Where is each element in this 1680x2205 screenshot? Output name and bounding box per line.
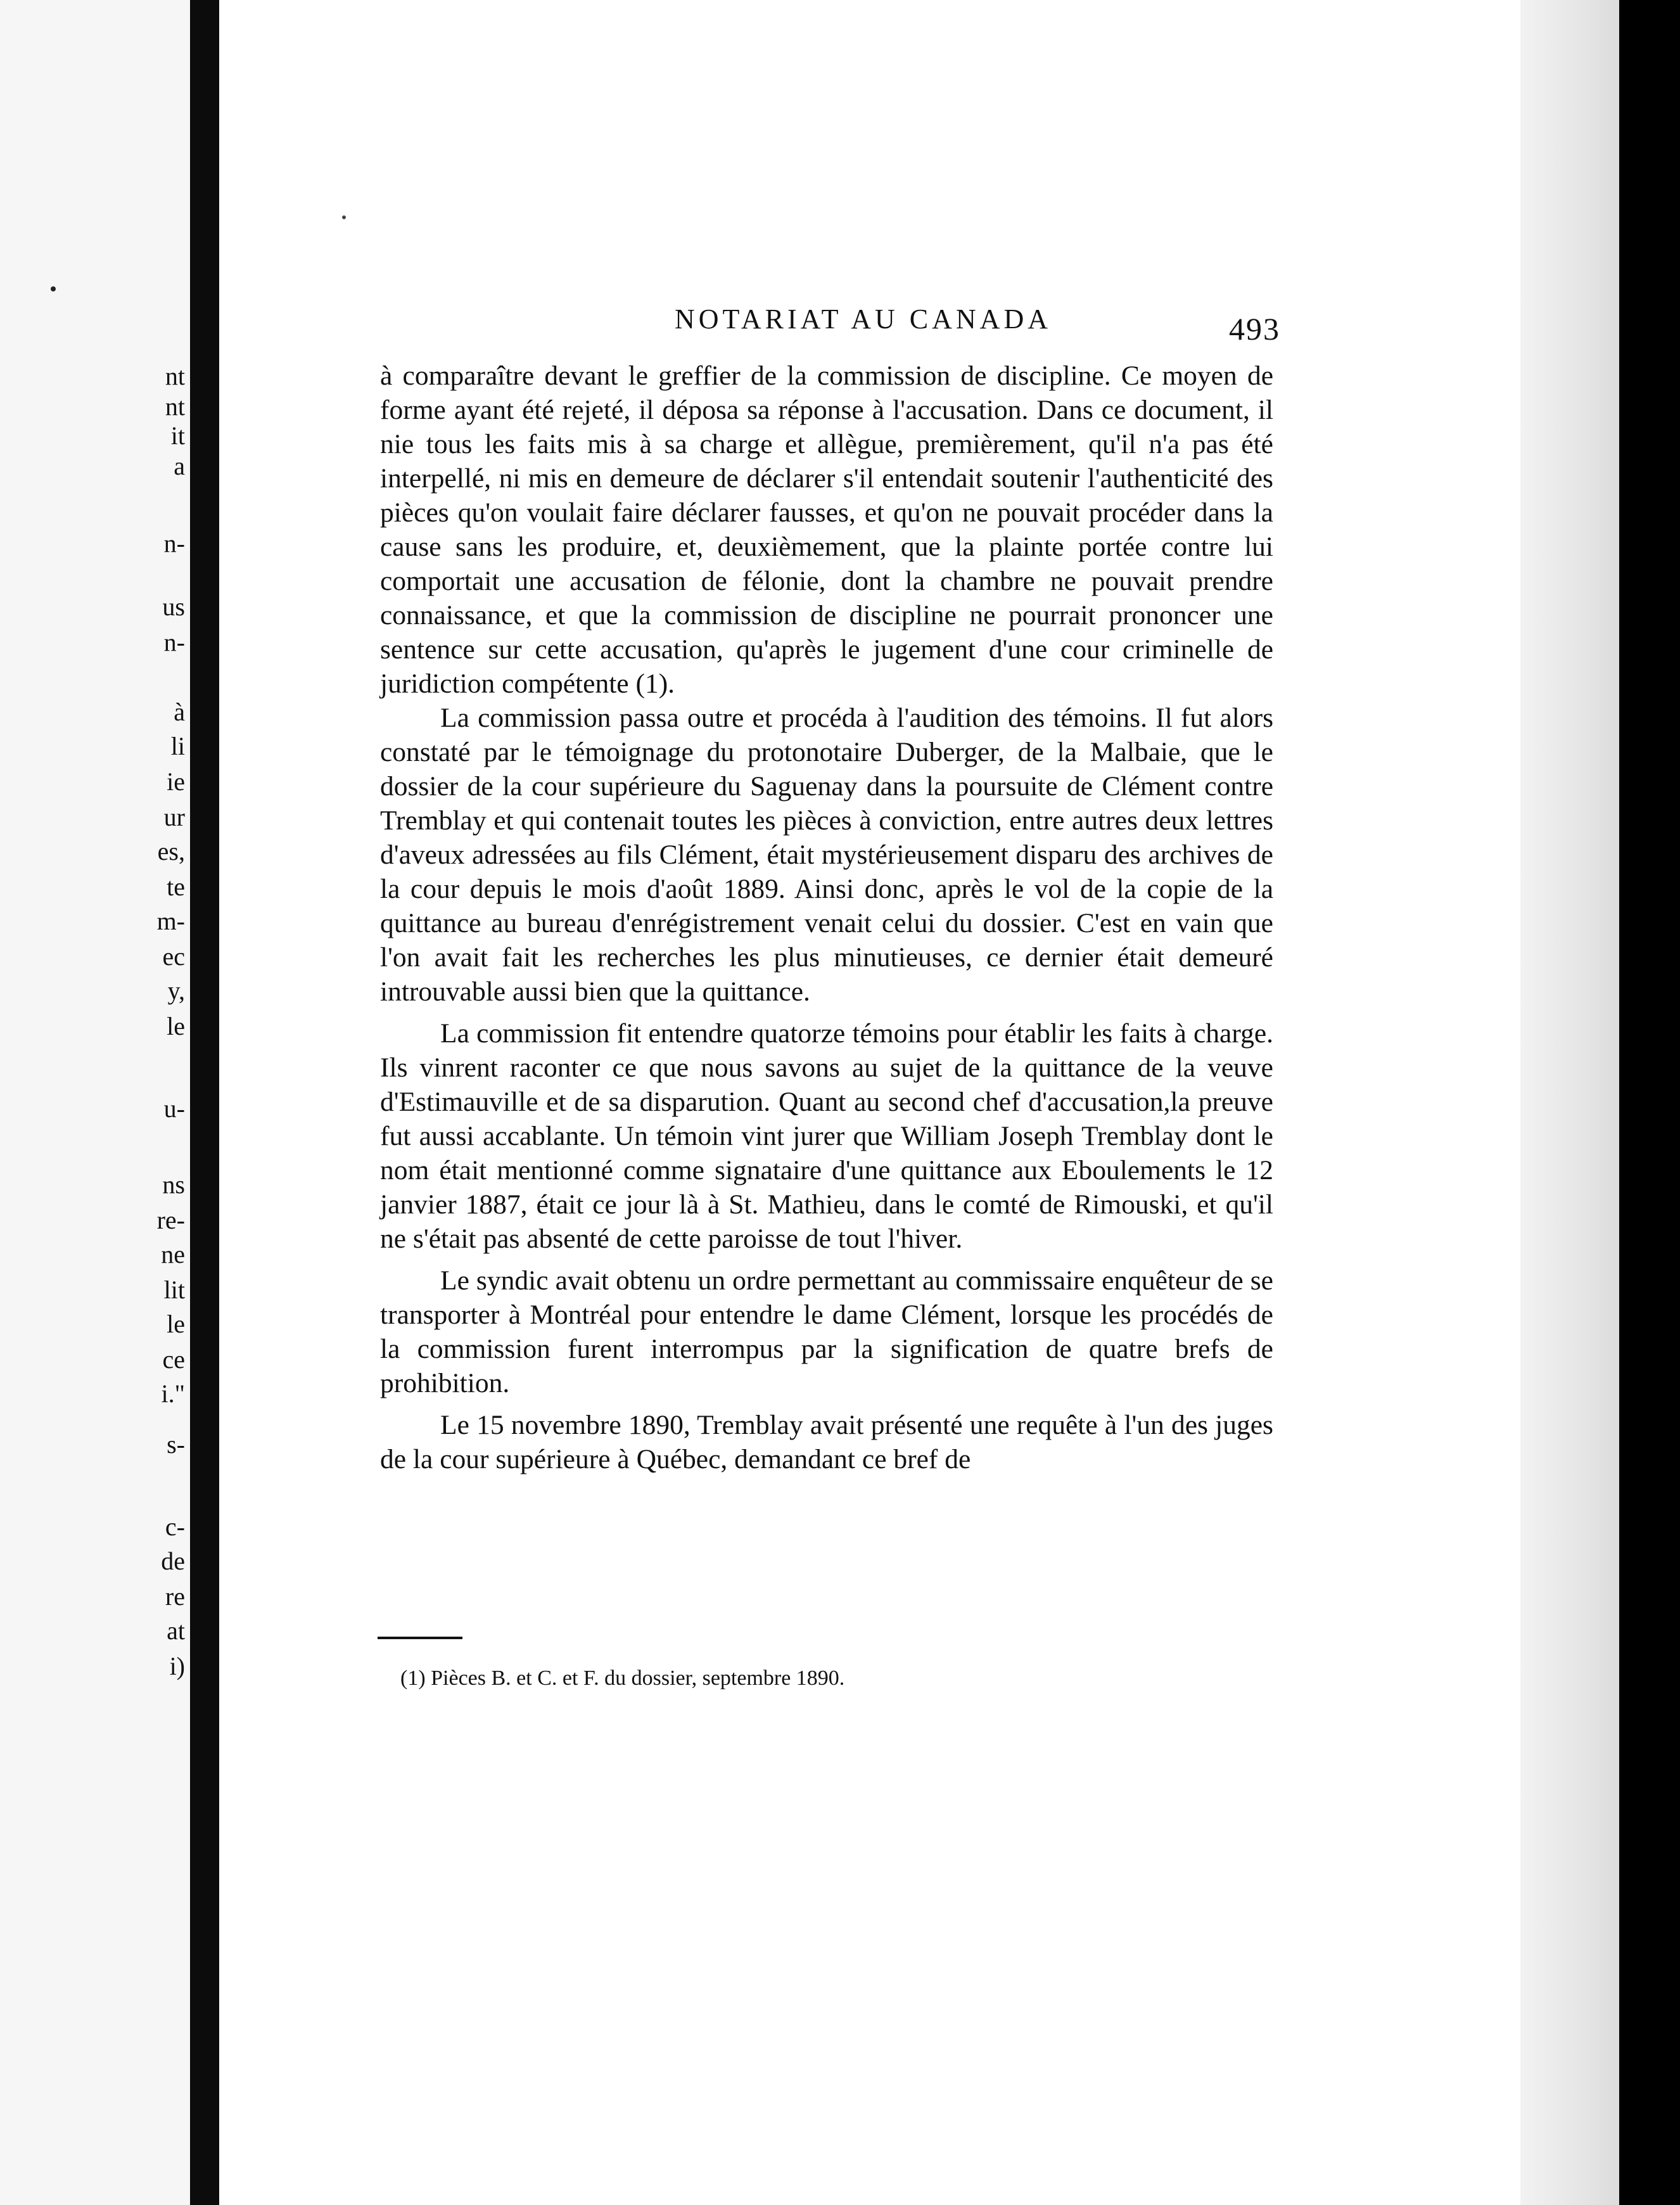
left-fragment: y,: [167, 976, 185, 1005]
footnote: (1) Pièces B. et C. et F. du dossier, septembre 1890.: [400, 1666, 845, 1690]
book-gutter: [190, 0, 219, 2205]
left-fragment: it: [170, 421, 185, 450]
page-edge: [1520, 0, 1619, 2205]
left-fragment: n-: [163, 529, 185, 558]
left-fragment: u-: [163, 1094, 185, 1123]
left-fragment: i.": [161, 1379, 185, 1408]
page-number: 493: [1229, 311, 1280, 347]
paragraph: Le 15 novembre 1890, Tremblay avait présenté une requête à l'un des juges de la cour supérieure à Québec, demandant ce bref de: [380, 1410, 1273, 1474]
left-fragment: nt: [165, 362, 185, 390]
ink-spot: [342, 215, 346, 219]
left-fragment: ur: [163, 803, 185, 831]
left-fragment: m-: [156, 907, 185, 935]
left-fragment: te: [167, 872, 185, 901]
footnote-rule: [378, 1637, 462, 1639]
left-fragment: lit: [163, 1275, 185, 1304]
left-fragment: a: [174, 452, 185, 480]
left-fragment: c-: [165, 1512, 185, 1541]
left-fragment: us: [162, 592, 185, 621]
left-page-text-fragments: [0, 0, 190, 2205]
left-fragment: re-: [156, 1206, 185, 1234]
left-fragment: s-: [167, 1430, 185, 1459]
left-fragment: ns: [162, 1170, 185, 1199]
body-text: [380, 359, 1273, 1476]
left-fragment: i): [169, 1652, 185, 1680]
left-fragment: ne: [161, 1240, 185, 1269]
left-fragment: ec: [162, 942, 185, 971]
paragraph: La commission passa outre et procéda à l'audition des témoins. Il fut alors constaté par le témoignage du protonotaire Duberger, de la Malbaie, que le dossier de la cour supérieure du Saguenay dans la poursuite de Clément contre Tremblay et qui contenait toutes les pièces à conviction, entre autres deux lettres d'aveux adressées au fils Clément, était mystérieusement disparu des archives de la cour depuis le mois d'août 1889. Ainsi donc, après le vol de la copie de la quittance au bureau d'enrégistrement venait celui du dossier. C'est en vain que l'on avait fait les recherches les plus minutieuses, ce dernier était demeuré introuvable aussi bien que la quittance.: [380, 703, 1273, 1007]
scan-border: [1619, 0, 1680, 2205]
left-fragment: at: [167, 1616, 185, 1645]
left-fragment: li: [170, 732, 185, 760]
left-fragment: nt: [165, 392, 185, 421]
left-fragment: le: [167, 1310, 185, 1338]
paragraph: à comparaître devant le greffier de la commission de discipline. Ce moyen de forme ayant été rejeté, il déposa sa réponse à l'accusation. Dans ce document, il nie tous les faits mis à sa charge et allègue, premièrement, qu'il n'a pas été interpellé, ni mis en demeure de déclarer s'il entendait soutenir l'authenticité des pièces qu'on voulait faire déclarer fausses, et qu'on ne pouvait procéder dans la cause sans les produire, et, deuxièmement, que la plainte portée contre lui comportait une accusation de félonie, dont la chambre ne pouvait prendre connaissance, et que la commission de discipline ne pourrait prononcer une sentence sur cette accusation, qu'après le jugement d'une cour criminelle de juridiction compétente (1).: [380, 361, 1273, 699]
left-fragment: à: [174, 698, 185, 726]
left-fragment: re: [165, 1582, 185, 1611]
paragraph: Le syndic avait obtenu un ordre permettant au commissaire enquêteur de se transporter à Montréal pour entendre le dame Clément, lorsque les procédés de la commission furent interrompus par la signification de quatre brefs de prohibition.: [380, 1265, 1273, 1398]
left-fragment: de: [161, 1547, 185, 1575]
left-fragment: n-: [163, 628, 185, 656]
left-fragment: ce: [162, 1345, 185, 1374]
left-fragment: ie: [167, 767, 185, 796]
left-fragment: le: [167, 1012, 185, 1040]
running-head: NOTARIAT AU CANADA: [675, 304, 1052, 335]
paragraph: La commission fit entendre quatorze témoins pour établir les faits à charge. Ils vinrent raconter ce que nous savons au sujet de la quittance de la veuve d'Estimauville et de sa disparution. Quant au second chef d'accusation,la preuve fut aussi accablante. Un témoin vint jurer que William Joseph Tremblay dont le nom était mentionné comme signataire d'une quittance aux Eboulements le 12 janvier 1887, était ce jour là à St. Mathieu, dans le comté de Rimouski, et qu'il ne s'était pas absenté de cette paroisse de tout l'hiver.: [380, 1018, 1273, 1254]
left-fragment: es,: [157, 837, 185, 866]
